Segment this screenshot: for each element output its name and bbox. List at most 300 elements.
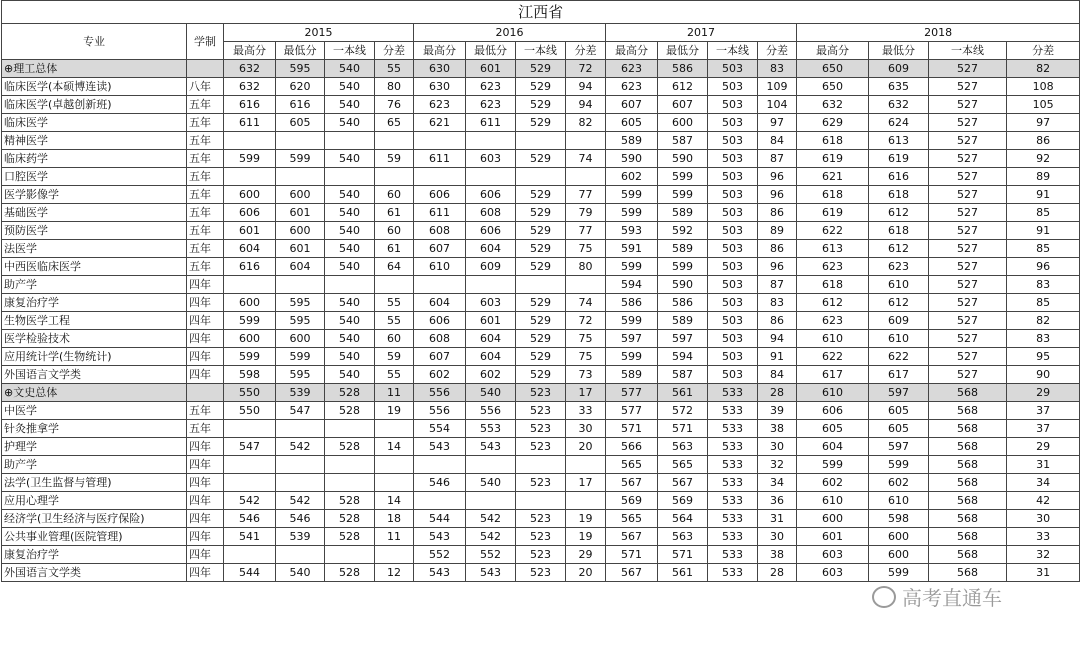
- score-cell: 632: [224, 60, 276, 78]
- score-cell: 595: [276, 60, 325, 78]
- subheader-cell: 最低分: [276, 42, 325, 60]
- score-cell: 540: [325, 60, 375, 78]
- duration-cell: 四年: [187, 492, 224, 510]
- score-cell: 556: [466, 402, 516, 420]
- score-cell: [325, 276, 375, 294]
- score-cell: [466, 456, 516, 474]
- score-cell: 90: [1007, 366, 1080, 384]
- score-cell: 609: [869, 312, 929, 330]
- score-cell: [375, 456, 414, 474]
- score-cell: 30: [566, 420, 606, 438]
- score-cell: 540: [325, 150, 375, 168]
- score-cell: 624: [869, 114, 929, 132]
- score-cell: 84: [758, 366, 797, 384]
- score-cell: 618: [869, 186, 929, 204]
- major-name: 应用心理学: [2, 492, 187, 510]
- score-cell: 594: [658, 348, 708, 366]
- score-cell: 33: [1007, 528, 1080, 546]
- score-cell: 527: [929, 96, 1007, 114]
- score-cell: 533: [708, 474, 758, 492]
- score-cell: 612: [869, 204, 929, 222]
- score-cell: 563: [658, 438, 708, 456]
- score-cell: 563: [658, 528, 708, 546]
- score-cell: 91: [1007, 186, 1080, 204]
- major-name: 基础医学: [2, 204, 187, 222]
- score-cell: 96: [1007, 258, 1080, 276]
- score-cell: 20: [566, 564, 606, 582]
- score-cell: 42: [1007, 492, 1080, 510]
- score-cell: 608: [414, 330, 466, 348]
- subheader-cell: 最低分: [658, 42, 708, 60]
- score-cell: 74: [566, 294, 606, 312]
- score-cell: 598: [869, 510, 929, 528]
- score-cell: 528: [325, 492, 375, 510]
- score-cell: 621: [414, 114, 466, 132]
- score-cell: [414, 276, 466, 294]
- score-cell: 19: [566, 510, 606, 528]
- score-cell: 82: [1007, 60, 1080, 78]
- score-cell: 533: [708, 384, 758, 402]
- score-cell: [224, 456, 276, 474]
- score-cell: 527: [929, 294, 1007, 312]
- score-cell: 91: [758, 348, 797, 366]
- score-cell: 600: [658, 114, 708, 132]
- score-cell: [276, 474, 325, 492]
- score-cell: 607: [414, 240, 466, 258]
- score-cell: 600: [224, 186, 276, 204]
- year-header-2017: 2017: [606, 24, 797, 42]
- score-cell: 533: [708, 564, 758, 582]
- score-cell: 623: [869, 258, 929, 276]
- table-row: [2, 564, 1080, 582]
- score-cell: 14: [375, 438, 414, 456]
- score-cell: 86: [1007, 132, 1080, 150]
- score-cell: 529: [516, 150, 566, 168]
- score-cell: 523: [516, 528, 566, 546]
- score-cell: 605: [869, 420, 929, 438]
- score-cell: 599: [658, 168, 708, 186]
- score-cell: 82: [566, 114, 606, 132]
- score-cell: 571: [606, 420, 658, 438]
- score-cell: [414, 492, 466, 510]
- duration-cell: 五年: [187, 222, 224, 240]
- subheader-cell: 一本线: [708, 42, 758, 60]
- score-cell: [224, 132, 276, 150]
- score-cell: 623: [466, 96, 516, 114]
- major-header: 专业: [2, 24, 187, 60]
- score-cell: 599: [797, 456, 869, 474]
- score-cell: 527: [929, 366, 1007, 384]
- score-cell: 605: [869, 402, 929, 420]
- score-cell: 568: [929, 546, 1007, 564]
- major-name: 助产学: [2, 276, 187, 294]
- score-cell: 601: [797, 528, 869, 546]
- score-cell: 30: [1007, 510, 1080, 528]
- score-cell: 609: [869, 60, 929, 78]
- score-cell: 568: [929, 564, 1007, 582]
- score-cell: 17: [566, 384, 606, 402]
- score-cell: 540: [325, 258, 375, 276]
- score-cell: 606: [224, 204, 276, 222]
- score-cell: 612: [869, 240, 929, 258]
- duration-cell: 四年: [187, 528, 224, 546]
- duration-cell: 八年: [187, 78, 224, 96]
- score-cell: 593: [606, 222, 658, 240]
- table-row: [2, 240, 1080, 258]
- score-cell: 601: [276, 240, 325, 258]
- score-cell: 592: [658, 222, 708, 240]
- score-cell: [276, 168, 325, 186]
- duration-cell: 四年: [187, 546, 224, 564]
- major-name: 法医学: [2, 240, 187, 258]
- table-body: [2, 60, 1080, 582]
- table-row: [2, 330, 1080, 348]
- score-cell: 599: [869, 456, 929, 474]
- score-cell: 623: [606, 60, 658, 78]
- score-cell: 540: [325, 222, 375, 240]
- score-cell: 529: [516, 78, 566, 96]
- score-cell: 577: [606, 402, 658, 420]
- score-cell: 622: [869, 348, 929, 366]
- score-cell: 599: [224, 312, 276, 330]
- score-cell: 523: [516, 420, 566, 438]
- subheader-cell: 一本线: [516, 42, 566, 60]
- score-cell: 543: [414, 564, 466, 582]
- score-cell: 503: [708, 366, 758, 384]
- score-cell: 568: [929, 402, 1007, 420]
- score-cell: 83: [1007, 276, 1080, 294]
- table-row: [2, 258, 1080, 276]
- score-cell: 527: [929, 348, 1007, 366]
- score-cell: 503: [708, 240, 758, 258]
- score-cell: [375, 474, 414, 492]
- score-cell: 527: [929, 168, 1007, 186]
- score-cell: 527: [929, 258, 1007, 276]
- score-cell: 610: [869, 330, 929, 348]
- score-cell: 527: [929, 204, 1007, 222]
- score-cell: [325, 132, 375, 150]
- score-cell: 85: [1007, 294, 1080, 312]
- subheader-cell: 最高分: [224, 42, 276, 60]
- subheader-cell: 分差: [566, 42, 606, 60]
- score-cell: 620: [276, 78, 325, 96]
- score-cell: [224, 276, 276, 294]
- score-cell: 618: [797, 276, 869, 294]
- score-cell: 650: [797, 78, 869, 96]
- score-cell: 97: [1007, 114, 1080, 132]
- score-cell: 600: [797, 510, 869, 528]
- major-name: 医学影像学: [2, 186, 187, 204]
- score-cell: 14: [375, 492, 414, 510]
- major-name: 康复治疗学: [2, 546, 187, 564]
- score-cell: 600: [276, 186, 325, 204]
- score-cell: 37: [1007, 420, 1080, 438]
- major-name: ⊕文史总体: [2, 384, 187, 402]
- score-cell: 616: [276, 96, 325, 114]
- score-cell: 89: [1007, 168, 1080, 186]
- duration-cell: 五年: [187, 240, 224, 258]
- score-cell: 619: [869, 150, 929, 168]
- score-cell: 556: [414, 384, 466, 402]
- score-cell: 523: [516, 474, 566, 492]
- score-cell: [224, 420, 276, 438]
- score-cell: 529: [516, 186, 566, 204]
- score-cell: 528: [325, 402, 375, 420]
- score-cell: 599: [606, 348, 658, 366]
- score-cell: 604: [466, 330, 516, 348]
- score-cell: 540: [325, 348, 375, 366]
- score-cell: 533: [708, 510, 758, 528]
- score-cell: 619: [797, 150, 869, 168]
- score-cell: 605: [276, 114, 325, 132]
- duration-cell: 五年: [187, 420, 224, 438]
- table-row: [2, 366, 1080, 384]
- major-name: 针灸推拿学: [2, 420, 187, 438]
- score-cell: 82: [1007, 312, 1080, 330]
- score-cell: 529: [516, 222, 566, 240]
- score-cell: [466, 276, 516, 294]
- wechat-logo-icon: [872, 586, 896, 608]
- score-cell: 617: [797, 366, 869, 384]
- score-cell: [276, 276, 325, 294]
- score-cell: [566, 276, 606, 294]
- score-cell: 503: [708, 204, 758, 222]
- score-cell: 542: [466, 510, 516, 528]
- score-cell: 543: [414, 528, 466, 546]
- score-cell: 503: [708, 294, 758, 312]
- score-cell: 610: [869, 276, 929, 294]
- score-cell: 597: [869, 384, 929, 402]
- score-cell: 604: [466, 348, 516, 366]
- score-cell: [516, 276, 566, 294]
- subheader-cell: 最高分: [797, 42, 869, 60]
- score-cell: 540: [466, 474, 516, 492]
- score-cell: 523: [516, 402, 566, 420]
- score-cell: 36: [758, 492, 797, 510]
- score-cell: 89: [758, 222, 797, 240]
- table-row: [2, 348, 1080, 366]
- score-cell: 601: [276, 204, 325, 222]
- score-cell: 529: [516, 312, 566, 330]
- group-row: [2, 60, 1080, 78]
- score-cell: 542: [276, 492, 325, 510]
- score-cell: [516, 492, 566, 510]
- score-cell: 523: [516, 438, 566, 456]
- score-cell: 565: [606, 510, 658, 528]
- score-cell: 567: [606, 528, 658, 546]
- score-cell: [224, 546, 276, 564]
- duration-cell: 四年: [187, 564, 224, 582]
- score-cell: 542: [224, 492, 276, 510]
- score-cell: 568: [929, 420, 1007, 438]
- score-cell: [466, 492, 516, 510]
- score-cell: 616: [224, 258, 276, 276]
- score-cell: 607: [414, 348, 466, 366]
- score-cell: 609: [466, 258, 516, 276]
- score-cell: 30: [758, 528, 797, 546]
- score-cell: 608: [466, 204, 516, 222]
- score-cell: 34: [1007, 474, 1080, 492]
- score-cell: 75: [566, 240, 606, 258]
- watermark: [872, 582, 1002, 611]
- score-cell: 586: [658, 60, 708, 78]
- score-cell: 619: [797, 204, 869, 222]
- major-name: 临床药学: [2, 150, 187, 168]
- score-cell: 550: [224, 384, 276, 402]
- score-cell: 565: [658, 456, 708, 474]
- score-cell: 72: [566, 312, 606, 330]
- score-cell: 543: [466, 438, 516, 456]
- score-cell: 591: [606, 240, 658, 258]
- score-cell: 623: [414, 96, 466, 114]
- score-cell: [516, 168, 566, 186]
- year-header-2016: 2016: [414, 24, 606, 42]
- score-cell: 589: [606, 366, 658, 384]
- score-cell: 527: [929, 240, 1007, 258]
- score-cell: 29: [1007, 438, 1080, 456]
- score-cell: 37: [1007, 402, 1080, 420]
- table-row: [2, 186, 1080, 204]
- score-cell: 600: [869, 546, 929, 564]
- score-cell: 529: [516, 96, 566, 114]
- score-cell: 533: [708, 402, 758, 420]
- score-cell: 527: [929, 60, 1007, 78]
- score-cell: 606: [414, 186, 466, 204]
- major-name: 生物医学工程: [2, 312, 187, 330]
- score-cell: [516, 132, 566, 150]
- duration-cell: 五年: [187, 204, 224, 222]
- score-cell: 528: [325, 438, 375, 456]
- score-cell: 60: [375, 330, 414, 348]
- score-cell: 77: [566, 222, 606, 240]
- score-cell: 20: [566, 438, 606, 456]
- score-cell: 59: [375, 150, 414, 168]
- score-cell: 606: [466, 186, 516, 204]
- score-cell: 32: [1007, 546, 1080, 564]
- duration-cell: 五年: [187, 186, 224, 204]
- score-cell: 529: [516, 294, 566, 312]
- score-cell: [276, 420, 325, 438]
- year-header-2018: 2018: [797, 24, 1080, 42]
- score-cell: 533: [708, 456, 758, 474]
- subheader-cell: 分差: [375, 42, 414, 60]
- subheader-cell: 分差: [1007, 42, 1080, 60]
- score-cell: 587: [658, 366, 708, 384]
- score-cell: 87: [758, 150, 797, 168]
- score-cell: 610: [414, 258, 466, 276]
- subheader-cell: 最低分: [466, 42, 516, 60]
- score-cell: 523: [516, 510, 566, 528]
- score-cell: 95: [1007, 348, 1080, 366]
- score-cell: 94: [566, 96, 606, 114]
- score-cell: 94: [566, 78, 606, 96]
- score-cell: 597: [606, 330, 658, 348]
- score-cell: 566: [606, 438, 658, 456]
- subheader-cell: 一本线: [325, 42, 375, 60]
- score-cell: [466, 168, 516, 186]
- score-cell: 527: [929, 222, 1007, 240]
- duration-cell: 五年: [187, 258, 224, 276]
- score-cell: 527: [929, 150, 1007, 168]
- score-cell: 83: [1007, 330, 1080, 348]
- duration-cell: 五年: [187, 402, 224, 420]
- major-name: 经济学(卫生经济与医疗保险): [2, 510, 187, 528]
- score-cell: 96: [758, 168, 797, 186]
- score-cell: 59: [375, 348, 414, 366]
- score-cell: 12: [375, 564, 414, 582]
- table-row: [2, 78, 1080, 96]
- score-cell: 17: [566, 474, 606, 492]
- score-cell: 86: [758, 204, 797, 222]
- score-cell: 540: [325, 78, 375, 96]
- score-cell: 529: [516, 60, 566, 78]
- score-cell: 610: [797, 384, 869, 402]
- score-cell: [566, 492, 606, 510]
- score-cell: 503: [708, 258, 758, 276]
- score-cell: [325, 456, 375, 474]
- table-row: [2, 402, 1080, 420]
- score-cell: 586: [606, 294, 658, 312]
- score-cell: 586: [658, 294, 708, 312]
- score-cell: 571: [658, 546, 708, 564]
- score-cell: 539: [276, 528, 325, 546]
- duration-cell: 四年: [187, 510, 224, 528]
- score-cell: 612: [658, 78, 708, 96]
- score-cell: 603: [797, 546, 869, 564]
- score-cell: 503: [708, 348, 758, 366]
- major-name: 中西医临床医学: [2, 258, 187, 276]
- score-cell: 76: [375, 96, 414, 114]
- score-cell: [325, 546, 375, 564]
- score-cell: 589: [658, 312, 708, 330]
- score-cell: 629: [797, 114, 869, 132]
- score-cell: 571: [606, 546, 658, 564]
- score-cell: 600: [276, 222, 325, 240]
- duration-cell: 四年: [187, 474, 224, 492]
- duration-cell: 四年: [187, 276, 224, 294]
- score-cell: [566, 456, 606, 474]
- score-cell: [224, 168, 276, 186]
- score-cell: 569: [658, 492, 708, 510]
- score-cell: [566, 132, 606, 150]
- score-cell: 599: [606, 312, 658, 330]
- score-cell: 55: [375, 294, 414, 312]
- score-cell: [224, 474, 276, 492]
- score-cell: 567: [606, 564, 658, 582]
- score-cell: 503: [708, 132, 758, 150]
- score-cell: 55: [375, 312, 414, 330]
- score-cell: 547: [276, 402, 325, 420]
- score-cell: 554: [414, 420, 466, 438]
- score-cell: 590: [658, 150, 708, 168]
- score-cell: 600: [276, 330, 325, 348]
- score-cell: 601: [224, 222, 276, 240]
- score-cell: 528: [325, 510, 375, 528]
- table-row: [2, 420, 1080, 438]
- score-cell: 572: [658, 402, 708, 420]
- table-row: [2, 204, 1080, 222]
- score-cell: 80: [566, 258, 606, 276]
- score-cell: 503: [708, 312, 758, 330]
- score-cell: 571: [658, 420, 708, 438]
- score-cell: 598: [224, 366, 276, 384]
- major-name: 外国语言文学类: [2, 564, 187, 582]
- score-cell: 603: [466, 294, 516, 312]
- score-cell: 74: [566, 150, 606, 168]
- score-cell: 602: [797, 474, 869, 492]
- score-cell: 610: [797, 492, 869, 510]
- score-cell: 547: [224, 438, 276, 456]
